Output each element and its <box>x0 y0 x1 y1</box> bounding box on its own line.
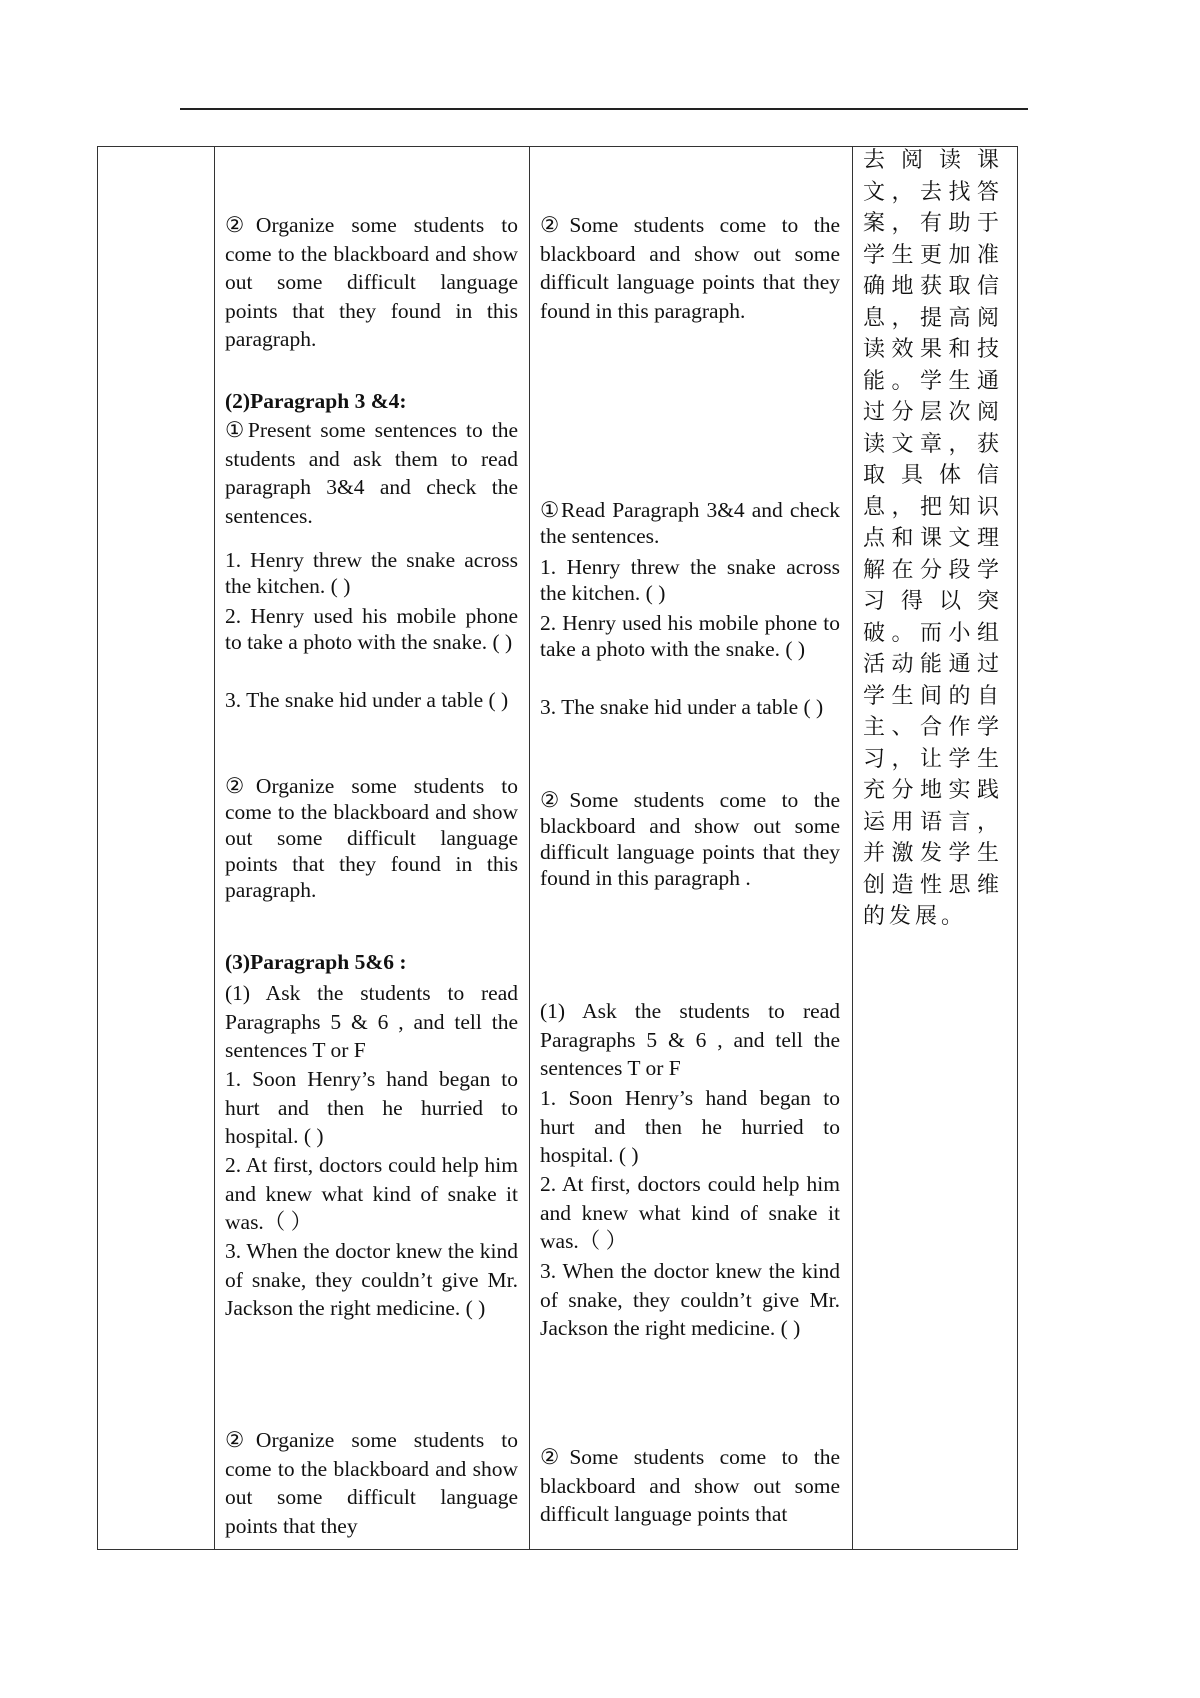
student-p34-some: ②Some students come to the blackboard and show out some difficult language points that they found in this paragraph . <box>540 788 840 890</box>
header-rule <box>180 108 1028 110</box>
lesson-plan-table <box>97 146 1018 1550</box>
teacher-p56-organize: ②Organize some students to come to the blackboard and show out some difficult language points that they <box>225 1428 518 1538</box>
teacher-p56-sentence-2: 2. At first, doctors could help him and knew what kind of snake it was.（ ） <box>225 1153 518 1234</box>
student-p34-read: ①Read Paragraph 3&4 and check the sentences. <box>540 498 840 548</box>
teacher-p34-present: ①Present some sentences to the students and ask them to read paragraph 3&4 and check the sentences. <box>225 418 518 528</box>
student-p34-sentence-1: 1. Henry threw the snake across the kitchen. ( ) <box>540 555 840 605</box>
student-p56-ask: (1) Ask the students to read Paragraphs 5 & 6 , and tell the sentences T or F <box>540 999 840 1080</box>
student-p1-some: ②Some students come to the blackboard and show out some difficult language points that they found in this paragraph. <box>540 213 840 323</box>
teacher-p56-sentence-1: 1. Soon Henry’s hand began to hurt and then he hurried to hospital. ( ) <box>225 1067 518 1148</box>
column-design-purpose <box>853 147 1019 1549</box>
teacher-p34-sentence-2: 2. Henry used his mobile phone to take a photo with the snake. ( ) <box>225 604 518 654</box>
student-p56-sentence-3: 3. When the doctor knew the kind of snake, they couldn’t give Mr. Jackson the right medicine. ( ) <box>540 1259 840 1340</box>
teacher-p1-organize: ②Organize some students to come to the blackboard and show out some difficult language points that they found in this paragraph. <box>225 213 518 351</box>
teacher-p34-sentence-1: 1. Henry threw the snake across the kitchen. ( ) <box>225 548 518 598</box>
teacher-p34-heading: (2)Paragraph 3 &4: <box>225 389 407 413</box>
student-p56-sentence-1: 1. Soon Henry’s hand began to hurt and then he hurried to hospital. ( ) <box>540 1086 840 1167</box>
design-purpose-text: 去阅读课文，去找答案，有助于学生更加准确地获取信息，提高阅读效果和技能。学生通过分层次阅读文章，获取具体信息，把知识点和课文理解在分段学习得以突破。而小组活动能通过学生间的自主、合作学习，让学生充分地实践运用语言，并激发学生创造性思维的发展。 <box>863 148 1003 929</box>
column-teacher-activity <box>215 147 530 1549</box>
teacher-p56-ask: (1) Ask the students to read Paragraphs 5 & 6 , and tell the sentences T or F <box>225 981 518 1062</box>
column-stage <box>98 147 215 1549</box>
teacher-p34-organize: ②Organize some students to come to the blackboard and show out some difficult language points that they found in this paragraph. <box>225 774 518 902</box>
teacher-p56-heading: (3)Paragraph 5&6 : <box>225 950 407 974</box>
student-p34-sentence-2: 2. Henry used his mobile phone to take a photo with the snake. ( ) <box>540 611 840 661</box>
teacher-p56-sentence-3: 3. When the doctor knew the kind of snake, they couldn’t give Mr. Jackson the right medicine. ( ) <box>225 1239 518 1320</box>
student-p56-sentence-2: 2. At first, doctors could help him and knew what kind of snake it was.（ ） <box>540 1172 840 1253</box>
student-p56-some: ②Some students come to the blackboard and show out some difficult language points that <box>540 1445 840 1526</box>
column-student-activity <box>530 147 853 1549</box>
teacher-p34-sentence-3: 3. The snake hid under a table ( ) <box>225 688 509 712</box>
student-p34-sentence-3: 3. The snake hid under a table ( ) <box>540 695 824 719</box>
